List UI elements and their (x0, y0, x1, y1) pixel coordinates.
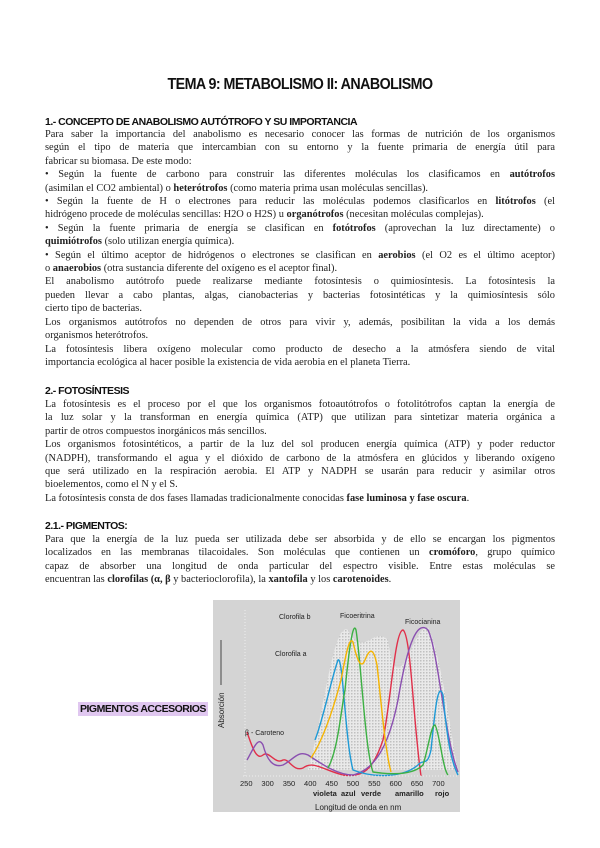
page-title: TEMA 9: METABOLISMO II: ANABOLISMO (167, 76, 433, 93)
text-line: pueden llevar a cabo plantas, algas, cianobacterias y bacterias fotosintéticas y la quimiosíntesis sólo (45, 289, 555, 301)
text-line: fabricar su biomasa. De este modo: (45, 155, 192, 167)
x-tick-label: 700 (432, 779, 445, 788)
label-beta-caroteno: β - Caroteno (245, 730, 285, 737)
text-line: Los organismos autótrofos no dependen de otros para vivir y, además, posibilitan la vida a los demás (45, 316, 555, 328)
text-line: capaz de absorber una longitud de onda particular del espectro visible. Entre estas moléculas se (45, 560, 555, 572)
section-2-body (45, 398, 555, 505)
bullet-carbon: • Según la fuente de carbono para construir las diferentes moléculas los clasificamos en autótrofos (45, 169, 555, 181)
text-line: Para saber la importancia del anabolismo es necesario conocer las formas de nutrición de los organismos (45, 129, 555, 140)
x-tick-label: 400 (304, 779, 317, 788)
text-line: que será utilizado en la respiración aerobia. El ATP y NADPH se usarán para reducir y asimilar otros (45, 466, 555, 478)
section-1-heading: 1.- CONCEPTO DE ANABOLISMO AUTÓTROFO Y SU IMPORTANCIA (45, 116, 358, 128)
absorption-spectrum-figure (213, 600, 460, 812)
x-tick-label: 600 (389, 779, 402, 788)
x-tick-label: 650 (410, 779, 424, 788)
text-line: cierto tipo de bacterias. (45, 303, 142, 315)
color-label-verde: verde (361, 789, 382, 798)
text-line: El anabolismo autótrofo puede realizarse mediante fotosíntesis o quimiosíntesis. La fotosíntesis la (45, 276, 555, 288)
x-tick-label: 500 (346, 779, 360, 788)
label-ficocianina: Ficocianina (405, 619, 441, 626)
label-ficoeritrina: Ficoeritrina (340, 613, 375, 620)
color-label-amarillo: amarillo (395, 789, 424, 798)
text-line: la luz solar y la transforman en energía química (ATP) que utilizan para sintetizar materia orgánica a (45, 412, 555, 424)
text-line: localizados en las membranas tilacoidales. Son moléculas que contienen un cromóforo, grupo químico (45, 547, 555, 559)
section-2-1-body (45, 533, 555, 587)
text-line: (NADPH), transformando el agua y el dióxido de carbono de la atmósfera en glúcidos y liberando oxígeno (45, 452, 555, 464)
text-line: importancia ecológica al hacer posible la existencia de vida aerobia en el planeta Tierra. (45, 356, 411, 368)
text-line: bioelementos, como el N y el S. (45, 479, 178, 491)
x-axis-label: Longitud de onda en nm (315, 803, 402, 812)
text-line: organismos heterótrofos. (45, 330, 149, 342)
x-tick-label: 450 (325, 779, 338, 788)
text-line: Para que la energía de la luz pueda ser utilizada debe ser absorbida y de ello se encargan los pigmentos (45, 534, 555, 545)
x-tick-label: 300 (261, 779, 274, 788)
text-line: partir de otros compuestos inorgánicos más sencillos. (45, 425, 267, 437)
bullet-energy: • Según la fuente primaria de energía se clasifican en fotótrofos (aprovechan la luz directamente) o (45, 222, 555, 234)
color-label-rojo: rojo (435, 789, 450, 798)
section-1-body (45, 128, 555, 369)
bullet-acceptor-cont: o anaerobios (otra sustancia diferente del oxígeno es el aceptor final). (45, 263, 338, 275)
bullet-energy-cont: quimiótrofos (solo utilizan energía química). (45, 236, 235, 248)
text-line: según el tipo de materia que intercambian con su entorno y la fuente primaria de energía útil para (45, 142, 555, 154)
text-line: La fotosíntesis libera oxígeno molecular como producto de desecho a la atmósfera siendo de vital (45, 343, 555, 355)
text-line: La fotosíntesis consta de dos fases llamadas tradicionalmente conocidas fase luminosa y fase oscura. (45, 492, 470, 504)
text-line: La fotosíntesis es el proceso por el que los organismos fotoautótrofos o fotolitótrofos captan la energía de (45, 399, 555, 410)
text-line: encuentran las clorofilas (α, β y bacterioclorofila), la xantofila y los carotenoides. (45, 574, 392, 586)
label-clorofila-b: Clorofila b (279, 614, 311, 621)
text-line: Los organismos fotosintéticos, a partir de la luz del sol producen energía química (ATP) y poder reductor (45, 439, 555, 451)
bullet-acceptor: • Según el último aceptor de hidrógenos o electrones se clasifican en aerobios (el O2 es el último aceptor) (45, 249, 555, 261)
section-2-heading: 2.- FOTOSÍNTESIS (45, 385, 129, 397)
x-tick-label: 550 (368, 779, 381, 788)
color-label-azul: azul (341, 789, 356, 798)
x-tick-label: 350 (282, 779, 296, 788)
accessory-pigments-label: PIGMENTOS ACCESORIOS (80, 703, 206, 715)
bullet-carbon-cont: (asimilan el CO2 ambiental) o heterótrofos (como materia prima usan moléculas sencillas). (45, 182, 429, 194)
color-label-violeta: violeta (313, 789, 337, 798)
x-tick-label: 250 (240, 779, 253, 788)
bullet-hydrogen-cont: hidrógeno procede de moléculas sencillas: H2O o H2S) u organótrofos (necesitan moléculas complejas). (45, 209, 484, 221)
bullet-hydrogen: • Según la fuente de H o electrones para reducir las moléculas podemos clasificarlos en litótrofos (el (45, 196, 555, 208)
label-clorofila-a: Clorofila a (275, 651, 307, 658)
section-2-1-heading: 2.1.- PIGMENTOS: (45, 520, 128, 532)
y-axis-label: Absorción (217, 692, 226, 728)
